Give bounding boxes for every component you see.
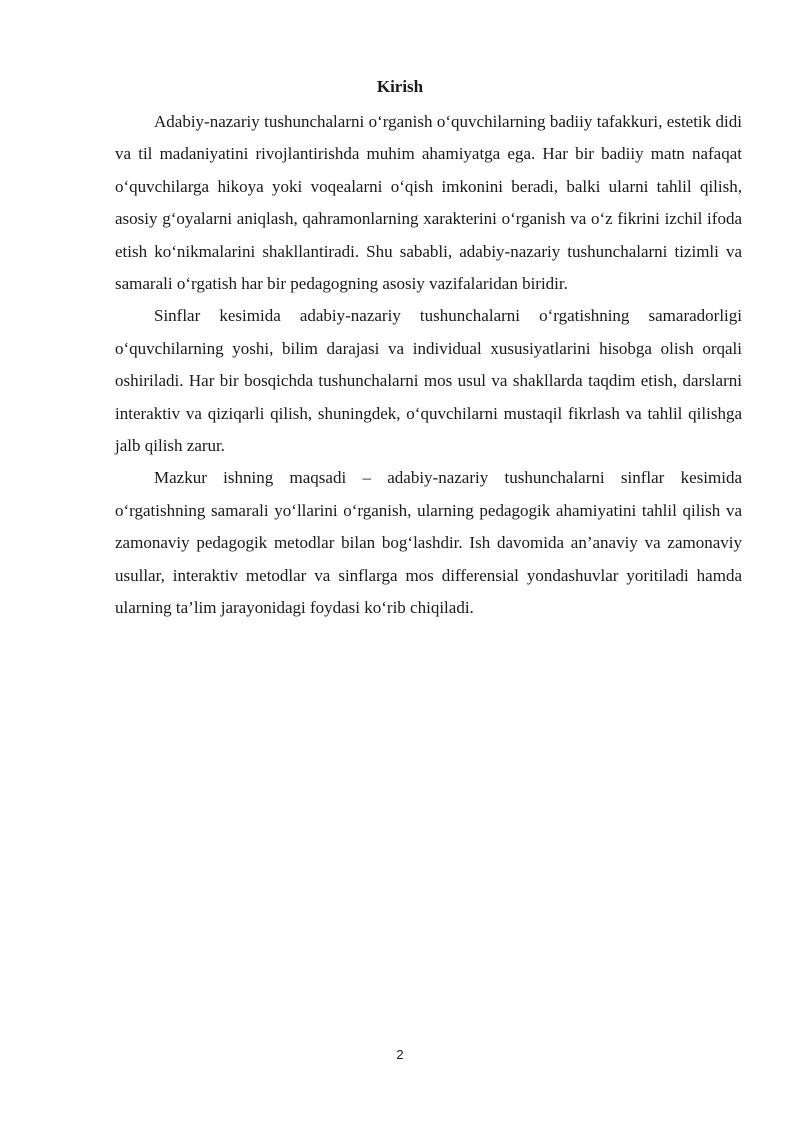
paragraph-1: Adabiy-nazariy tushunchalarni o‘rganish o‘quvchilarning badiiy tafakkuri, estetik didi va til madaniyatini rivojlantirishda muhim ahamiyatga ega. Har bir badiiy matn nafaqat o‘quvchilarga hikoya yoki voqealarni o‘qish imkonini beradi, balki ularni tahlil qilish, asosiy g‘oyalarni aniqlash, qahramonlarning xarakterini o‘rganish va o‘z fikrini izchil ifoda etish ko‘nikmalarini shakllantiradi. Shu sababli, adabiy-nazariy tushunchalarni tizimli va samarali o‘rgatish har bir pedagogning asosiy vazifalaridan biridir. [115, 112, 742, 294]
section-title: Kirish [376, 77, 424, 96]
body-text [115, 106, 742, 625]
page-number: 2 [396, 1047, 404, 1062]
paragraph-3: Mazkur ishning maqsadi – adabiy-nazariy tushunchalarni sinflar kesimida o‘rgatishning samarali yo‘llarini o‘rganish, ularning pedagogik ahamiyatini tahlil qilish va zamonaviy pedagogik metodlar bilan bog‘lashdir. Ish davomida an’anaviy va zamonaviy usullar, interaktiv metodlar va sinflarga mos differensial yondashuvlar yoritiladi hamda ularning ta’lim jarayonidagi foydasi ko‘rib chiqiladi. [115, 468, 742, 618]
paragraph-2: Sinflar kesimida adabiy-nazariy tushunchalarni o‘rgatishning samaradorligi o‘quvchilarning yoshi, bilim darajasi va individual xususiyatlarini hisobga olish orqali oshiriladi. Har bir bosqichda tushunchalarni mos usul va shakllarda taqdim etish, darslarni interaktiv va qiziqarli qilish, shuningdek, o‘quvchilarni mustaqil fikrlash va tahlil qilishga jalb qilish zarur. [115, 306, 742, 456]
